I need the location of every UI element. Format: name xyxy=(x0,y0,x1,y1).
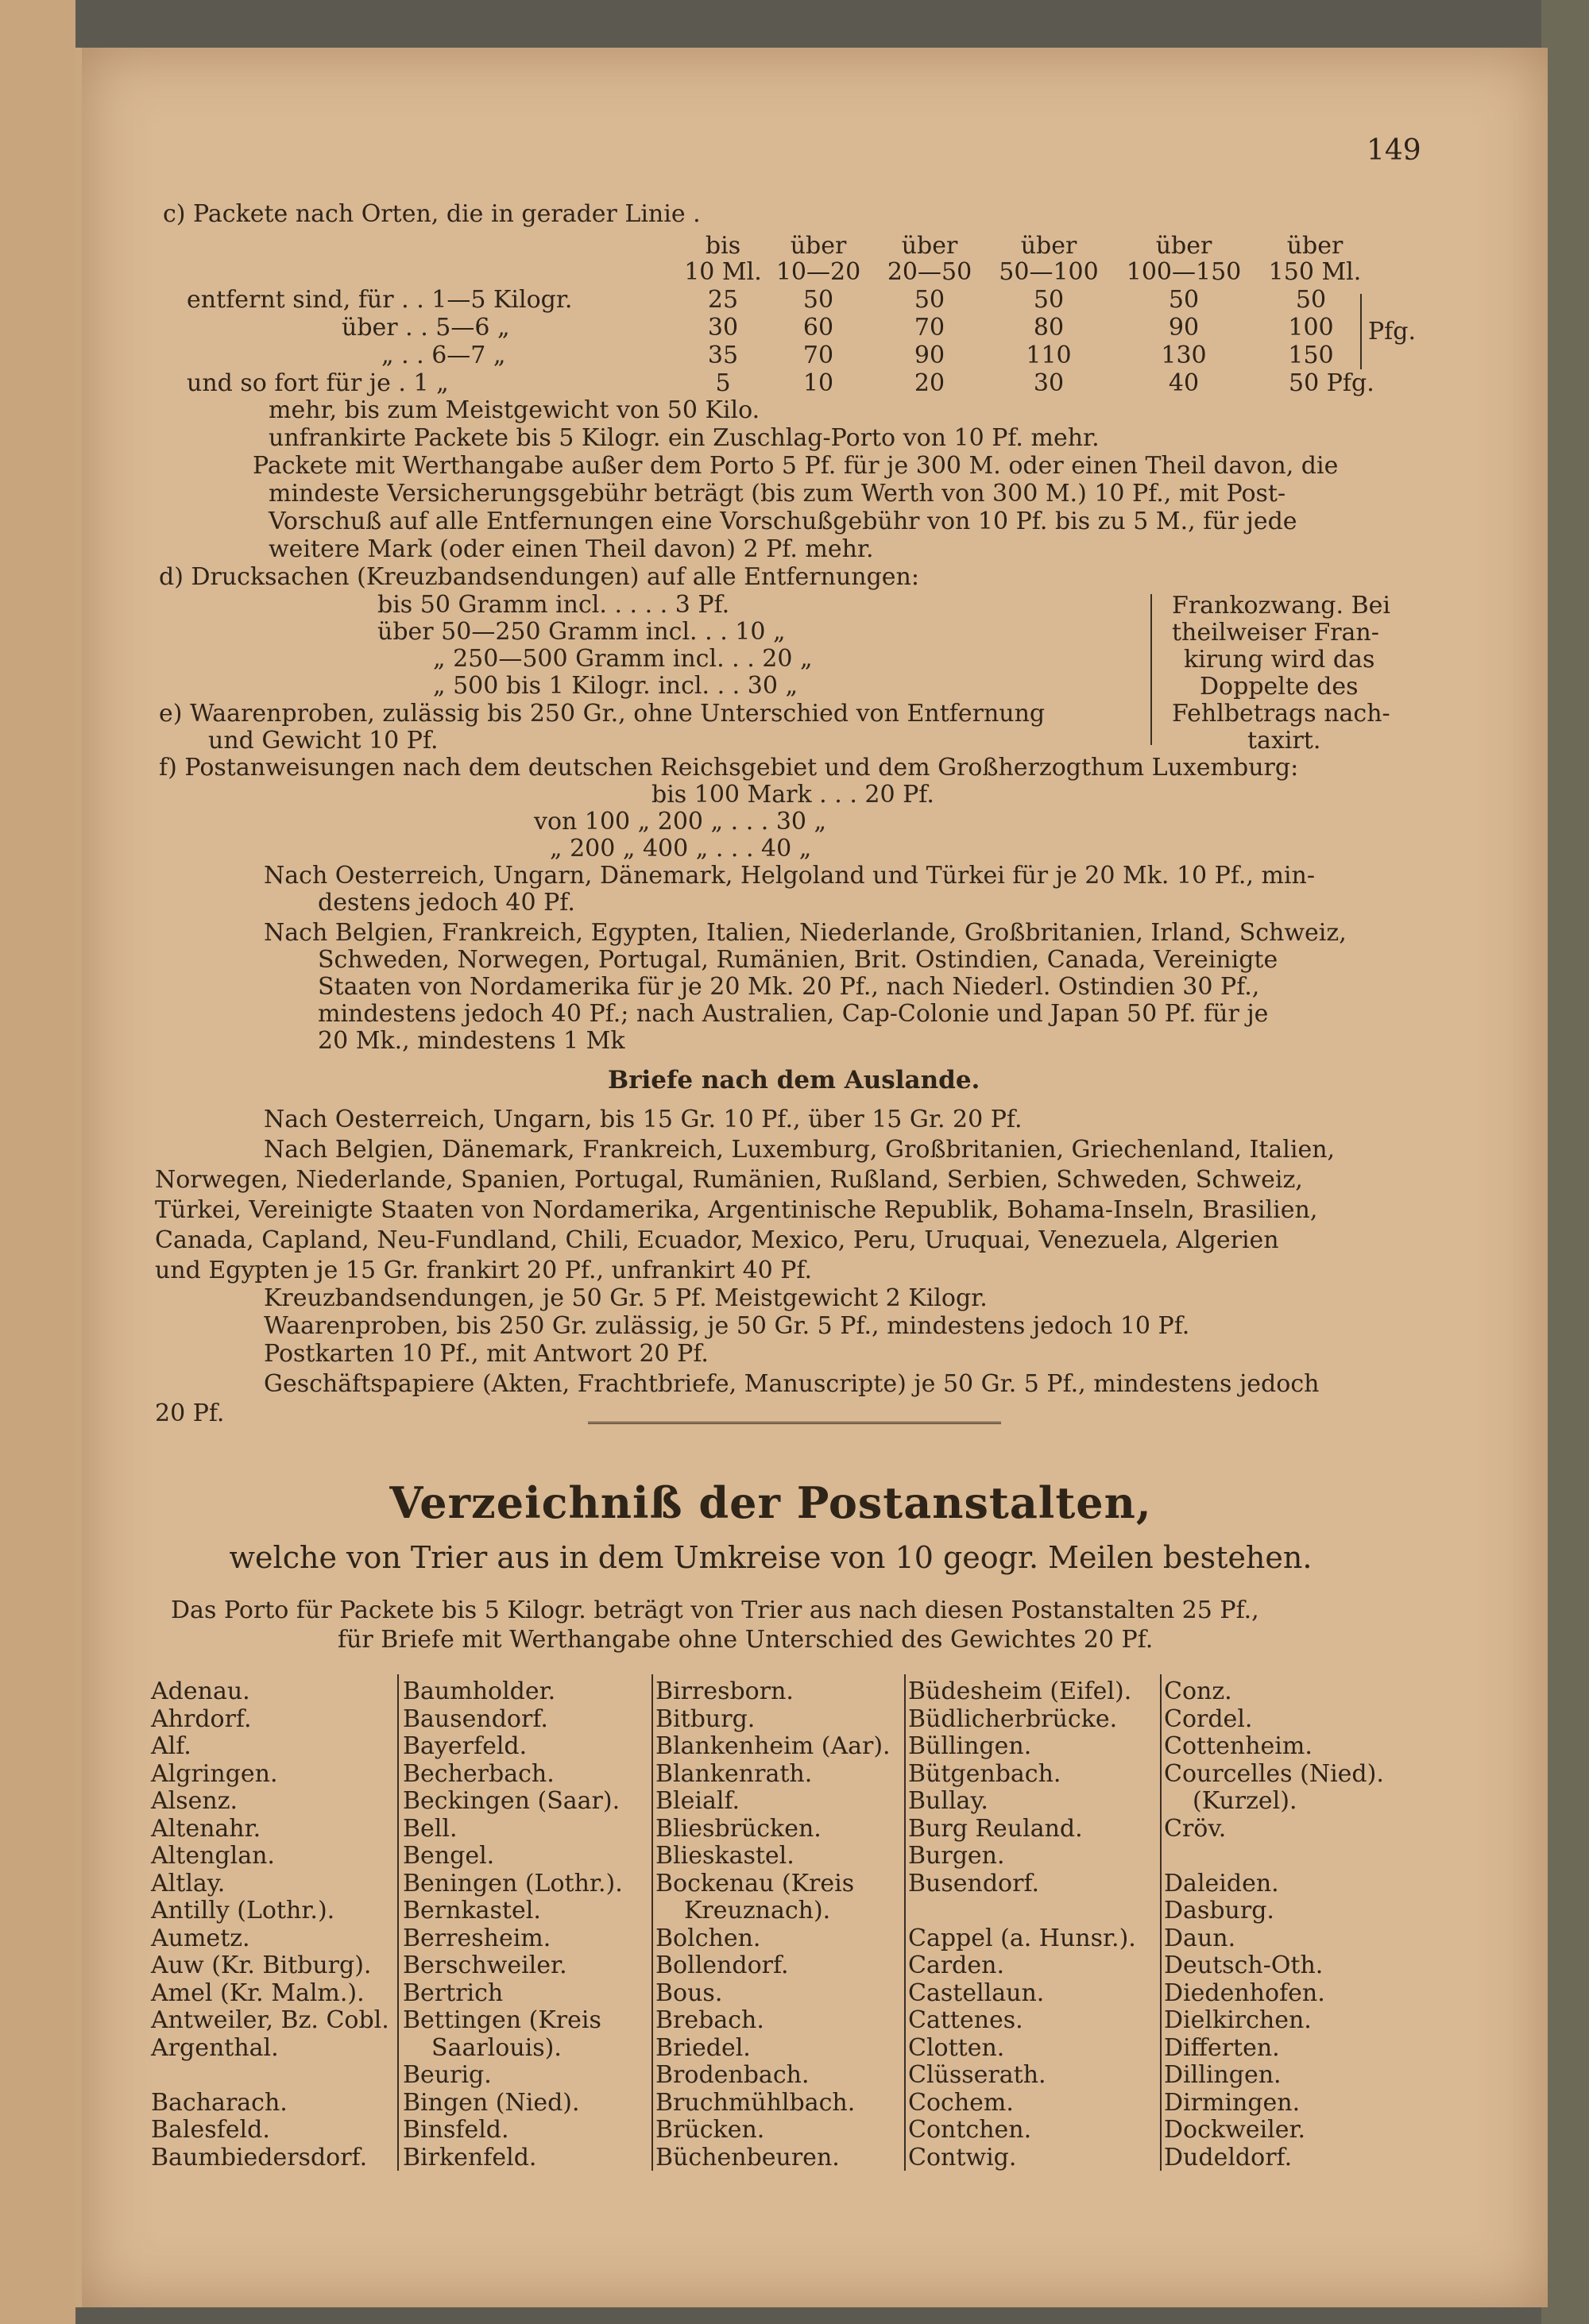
list-item: Altenahr. xyxy=(151,1814,261,1843)
list-item: Blankenrath. xyxy=(655,1759,813,1788)
postanstalten-col-5 xyxy=(1164,1678,1418,2172)
list-item: Courcelles (Nied). xyxy=(1164,1759,1384,1788)
postanstalten-col-4 xyxy=(908,1678,1162,2172)
list-item: Saarlouis). xyxy=(431,2033,562,2062)
list-item: Bitburg. xyxy=(655,1704,756,1733)
list-item: Aumetz. xyxy=(151,1924,250,1952)
list-item: Brücken. xyxy=(655,2116,765,2144)
list-item: Birresborn. xyxy=(655,1677,794,1705)
list-item: Büdesheim (Eifel). xyxy=(908,1677,1132,1705)
list-item: Antweiler, Bz. Cobl. xyxy=(151,2006,389,2034)
f-line1: f) Postanweisungen nach dem deutschen Reichsgebiet und dem Großherzogthum Luxemburg: xyxy=(159,754,1299,782)
list-item: Bell. xyxy=(403,1814,458,1843)
list-item: Busendorf. xyxy=(908,1869,1040,1897)
f-row: von 100 „ 200 „ . . . 30 „ xyxy=(534,808,827,836)
verzeichnis-title: Verzeichniß der Postanstalten, xyxy=(389,1477,1152,1528)
book-edge xyxy=(1541,0,1589,2324)
list-item: Cordel. xyxy=(1164,1704,1253,1733)
list-item: Altlay. xyxy=(151,1869,226,1897)
list-item: Beurig. xyxy=(403,2061,492,2089)
list-item: Adenau. xyxy=(151,1677,250,1705)
briefe-line: Nach Oesterreich, Ungarn, bis 15 Gr. 10 Pf., über 15 Gr. 20 Pf. xyxy=(264,1106,1023,1133)
d-side-line: Fehlbetrags nach- xyxy=(1172,700,1390,728)
briefe-line: Türkei, Vereinigte Staaten von Nordamerika, Argentinische Republik, Bohama-Inseln, Brasilien, xyxy=(155,1196,1318,1224)
pfg-label: Pfg. xyxy=(1368,318,1417,346)
list-item: Conz. xyxy=(1164,1677,1232,1705)
list-item: Berschweiler. xyxy=(403,1951,567,1979)
list-item: (Kurzel). xyxy=(1193,1787,1297,1815)
briefe-line: Kreuzbandsendungen, je 50 Gr. 5 Pf. Meistgewicht 2 Kilogr. xyxy=(264,1284,988,1312)
postanstalten-col-1 xyxy=(151,1678,405,2172)
list-item: Castellaun. xyxy=(908,1978,1045,2007)
pfg-brace xyxy=(1360,294,1362,369)
list-item: Brodenbach. xyxy=(655,2061,810,2089)
briefe-line: 20 Pf. xyxy=(155,1399,225,1427)
list-item: Dockweiler. xyxy=(1164,2116,1306,2144)
page-number: 149 xyxy=(1367,134,1421,167)
column-divider xyxy=(397,1674,399,2171)
list-item: Cottenheim. xyxy=(1164,1732,1313,1760)
f-belg2: Schweden, Norwegen, Portugal, Rumänien, Brit. Ostindien, Canada, Vereinigte xyxy=(318,946,1278,974)
list-item: Cappel (a. Hunsr.). xyxy=(908,1924,1136,1952)
list-item: Bliesbrücken. xyxy=(655,1814,822,1843)
list-item: Daun. xyxy=(1164,1924,1236,1952)
list-item: Balesfeld. xyxy=(151,2116,270,2144)
list-item: Cochem. xyxy=(908,2088,1014,2117)
briefe-line: Canada, Capland, Neu-Fundland, Chili, Ecuador, Mexico, Peru, Uruquai, Venezuela, Algerien xyxy=(155,1226,1279,1254)
list-item: Blieskastel. xyxy=(655,1842,794,1870)
briefe-line: und Egypten je 15 Gr. frankirt 20 Pf., unfrankirt 40 Pf. xyxy=(155,1257,813,1284)
d-line1: d) Drucksachen (Kreuzbandsendungen) auf alle Entfernungen: xyxy=(159,563,919,591)
verzeichnis-porto1: Das Porto für Packete bis 5 Kilogr. beträgt von Trier aus nach diesen Postanstalten 25 Pf., xyxy=(171,1596,1259,1624)
d-row: „ 250—500 Gramm incl. . . 20 „ xyxy=(433,645,813,673)
list-item: Cröv. xyxy=(1164,1814,1227,1843)
list-item: Dirmingen. xyxy=(1164,2088,1301,2117)
list-item: Algringen. xyxy=(151,1759,278,1788)
section-divider xyxy=(588,1422,1001,1424)
list-item: Bleialf. xyxy=(655,1787,740,1815)
briefe-line: Norwegen, Niederlande, Spanien, Portugal, Rumänien, Rußland, Serbien, Schweden, Schweiz, xyxy=(155,1166,1303,1194)
column-divider xyxy=(1160,1674,1162,2171)
list-item: Brebach. xyxy=(655,2006,764,2034)
list-item: Contwig. xyxy=(908,2143,1017,2172)
f-oest1: Nach Oesterreich, Ungarn, Dänemark, Helgoland und Türkei für je 20 Mk. 10 Pf., min- xyxy=(264,862,1315,890)
list-item: Dudeldorf. xyxy=(1164,2143,1293,2172)
list-item: Dielkirchen. xyxy=(1164,2006,1312,2034)
list-item: Argenthal. xyxy=(151,2033,279,2062)
postanstalten-col-3 xyxy=(655,1678,910,2172)
list-item: Dillingen. xyxy=(1164,2061,1282,2089)
list-item: Alf. xyxy=(151,1732,191,1760)
list-item: Blankenheim (Aar). xyxy=(655,1732,891,1760)
briefe-line: Geschäftspapiere (Akten, Frachtbriefe, Manuscripte) je 50 Gr. 5 Pf., mindestens jedoch xyxy=(264,1370,1320,1398)
list-item: Dasburg. xyxy=(1164,1897,1274,1924)
list-item: Birkenfeld. xyxy=(403,2143,537,2172)
list-item: Bacharach. xyxy=(151,2088,288,2117)
book-spine xyxy=(0,0,75,2324)
list-item: Baumbiedersdorf. xyxy=(151,2143,368,2172)
list-item: Differten. xyxy=(1164,2033,1280,2062)
f-row: „ 200 „ 400 „ . . . 40 „ xyxy=(550,835,812,863)
list-item: Auw (Kr. Bitburg). xyxy=(151,1951,372,1979)
d-row: „ 500 bis 1 Kilogr. incl. . . 30 „ xyxy=(433,672,798,700)
list-item: Bernkastel. xyxy=(403,1897,541,1924)
list-item xyxy=(908,1897,1162,1925)
briefe-line: Waarenproben, bis 250 Gr. zulässig, je 50 Gr. 5 Pf., mindestens jedoch 10 Pf. xyxy=(264,1312,1190,1340)
list-item: Burg Reuland. xyxy=(908,1814,1083,1843)
list-item: Becherbach. xyxy=(403,1759,555,1788)
f-belg5: 20 Mk., mindestens 1 Mk xyxy=(318,1027,625,1055)
list-item: Büchenbeuren. xyxy=(655,2143,840,2172)
list-item xyxy=(1164,1843,1418,1870)
e-line1: e) Waarenproben, zulässig bis 250 Gr., ohne Unterschied von Entfernung xyxy=(159,700,1046,728)
list-item: Contchen. xyxy=(908,2116,1032,2144)
list-item xyxy=(151,2062,405,2090)
f-row: bis 100 Mark . . . 20 Pf. xyxy=(651,781,934,809)
list-item: Bruchmühlbach. xyxy=(655,2088,856,2117)
list-item: Baumholder. xyxy=(403,1677,556,1705)
list-item: Bütgenbach. xyxy=(908,1759,1061,1788)
c-line1: c) Packete nach Orten, die in gerader Linie . xyxy=(163,200,701,228)
list-item: Büdlicherbrücke. xyxy=(908,1704,1118,1733)
d-side-line: theilweiser Fran- xyxy=(1172,619,1379,647)
column-divider xyxy=(904,1674,906,2171)
d-side-line: Doppelte des xyxy=(1200,673,1359,701)
f-belg4: mindestens jedoch 40 Pf.; nach Australien, Cap-Colonie und Japan 50 Pf. für je xyxy=(318,1000,1269,1028)
d-side-line: taxirt. xyxy=(1247,727,1321,755)
f-oest2: destens jedoch 40 Pf. xyxy=(318,889,575,917)
briefe-title: Briefe nach dem Auslande. xyxy=(608,1066,980,1094)
list-item: Kreuznach). xyxy=(684,1897,831,1924)
list-item: Clotten. xyxy=(908,2033,1005,2062)
e-line2: und Gewicht 10 Pf. xyxy=(208,727,439,755)
list-item: Amel (Kr. Malm.). xyxy=(151,1978,365,2007)
list-item: Bollendorf. xyxy=(655,1951,789,1979)
list-item: Bous. xyxy=(655,1978,723,2007)
list-item: Carden. xyxy=(908,1951,1004,1979)
list-item: Diedenhofen. xyxy=(1164,1978,1325,2007)
list-item: Beningen (Lothr.). xyxy=(403,1869,623,1897)
d-side-line: Frankozwang. Bei xyxy=(1172,592,1390,620)
c-werth2: mindeste Versicherungsgebühr beträgt (bis zum Werth von 300 M.) 10 Pf., mit Post- xyxy=(269,480,1286,508)
d-row: bis 50 Gramm incl. . . . . 3 Pf. xyxy=(377,591,730,619)
verzeichnis-porto2: für Briefe mit Werthangabe ohne Unterschied des Gewichtes 20 Pf. xyxy=(338,1626,1154,1654)
list-item: Bingen (Nied). xyxy=(403,2088,580,2117)
c-werth3: Vorschuß auf alle Entfernungen eine Vorschußgebühr von 10 Pf. bis zu 5 M., für jede xyxy=(269,508,1297,535)
postanstalten-col-2 xyxy=(403,1678,657,2172)
verzeichnis-subtitle: welche von Trier aus in dem Umkreise von 10 geogr. Meilen bestehen. xyxy=(229,1540,1313,1575)
d-side-brace xyxy=(1150,594,1152,745)
list-item: Clüsserath. xyxy=(908,2061,1046,2089)
list-item: Burgen. xyxy=(908,1842,1005,1870)
c-unfrank: unfrankirte Packete bis 5 Kilogr. ein Zuschlag-Porto von 10 Pf. mehr. xyxy=(269,424,1100,452)
list-item: Bertrich xyxy=(403,1978,504,2007)
list-item: Alsenz. xyxy=(151,1787,238,1815)
c-row4b: mehr, bis zum Meistgewicht von 50 Kilo. xyxy=(269,396,760,424)
list-item: Daleiden. xyxy=(1164,1869,1279,1897)
list-item: Bausendorf. xyxy=(403,1704,548,1733)
list-item: Berresheim. xyxy=(403,1924,551,1952)
list-item: Bengel. xyxy=(403,1842,495,1870)
c-werth4: weitere Mark (oder einen Theil davon) 2 Pf. mehr. xyxy=(269,535,874,563)
list-item: Bolchen. xyxy=(655,1924,761,1952)
list-item: Bockenau (Kreis xyxy=(655,1869,855,1897)
f-belg1: Nach Belgien, Frankreich, Egypten, Italien, Niederlande, Großbritanien, Irland, Schweiz, xyxy=(264,919,1347,947)
briefe-line: Nach Belgien, Dänemark, Frankreich, Luxemburg, Großbritanien, Griechenland, Italien, xyxy=(264,1136,1336,1164)
list-item: Deutsch-Oth. xyxy=(1164,1951,1324,1979)
list-item: Bettingen (Kreis xyxy=(403,2006,601,2034)
briefe-line: Postkarten 10 Pf., mit Antwort 20 Pf. xyxy=(264,1340,709,1368)
f-belg3: Staaten von Nordamerika für je 20 Mk. 20 Pf., nach Niederl. Ostindien 30 Pf., xyxy=(318,973,1260,1001)
list-item: Altenglan. xyxy=(151,1842,275,1870)
list-item: Briedel. xyxy=(655,2033,751,2062)
list-item: Ahrdorf. xyxy=(151,1704,252,1733)
list-item: Büllingen. xyxy=(908,1732,1032,1760)
list-item: Bullay. xyxy=(908,1787,988,1815)
c-werth1: Packete mit Werthangabe außer dem Porto 5 Pf. für je 300 M. oder einen Theil davon, die xyxy=(253,452,1339,480)
column-divider xyxy=(651,1674,653,2171)
list-item: Antilly (Lothr.). xyxy=(151,1897,335,1924)
list-item: Beckingen (Saar). xyxy=(403,1787,621,1815)
d-row: über 50—250 Gramm incl. . . 10 „ xyxy=(377,618,786,646)
list-item: Binsfeld. xyxy=(403,2116,509,2144)
list-item: Cattenes. xyxy=(908,2006,1023,2034)
list-item: Bayerfeld. xyxy=(403,1732,528,1760)
d-side-line: kirung wird das xyxy=(1184,646,1375,674)
